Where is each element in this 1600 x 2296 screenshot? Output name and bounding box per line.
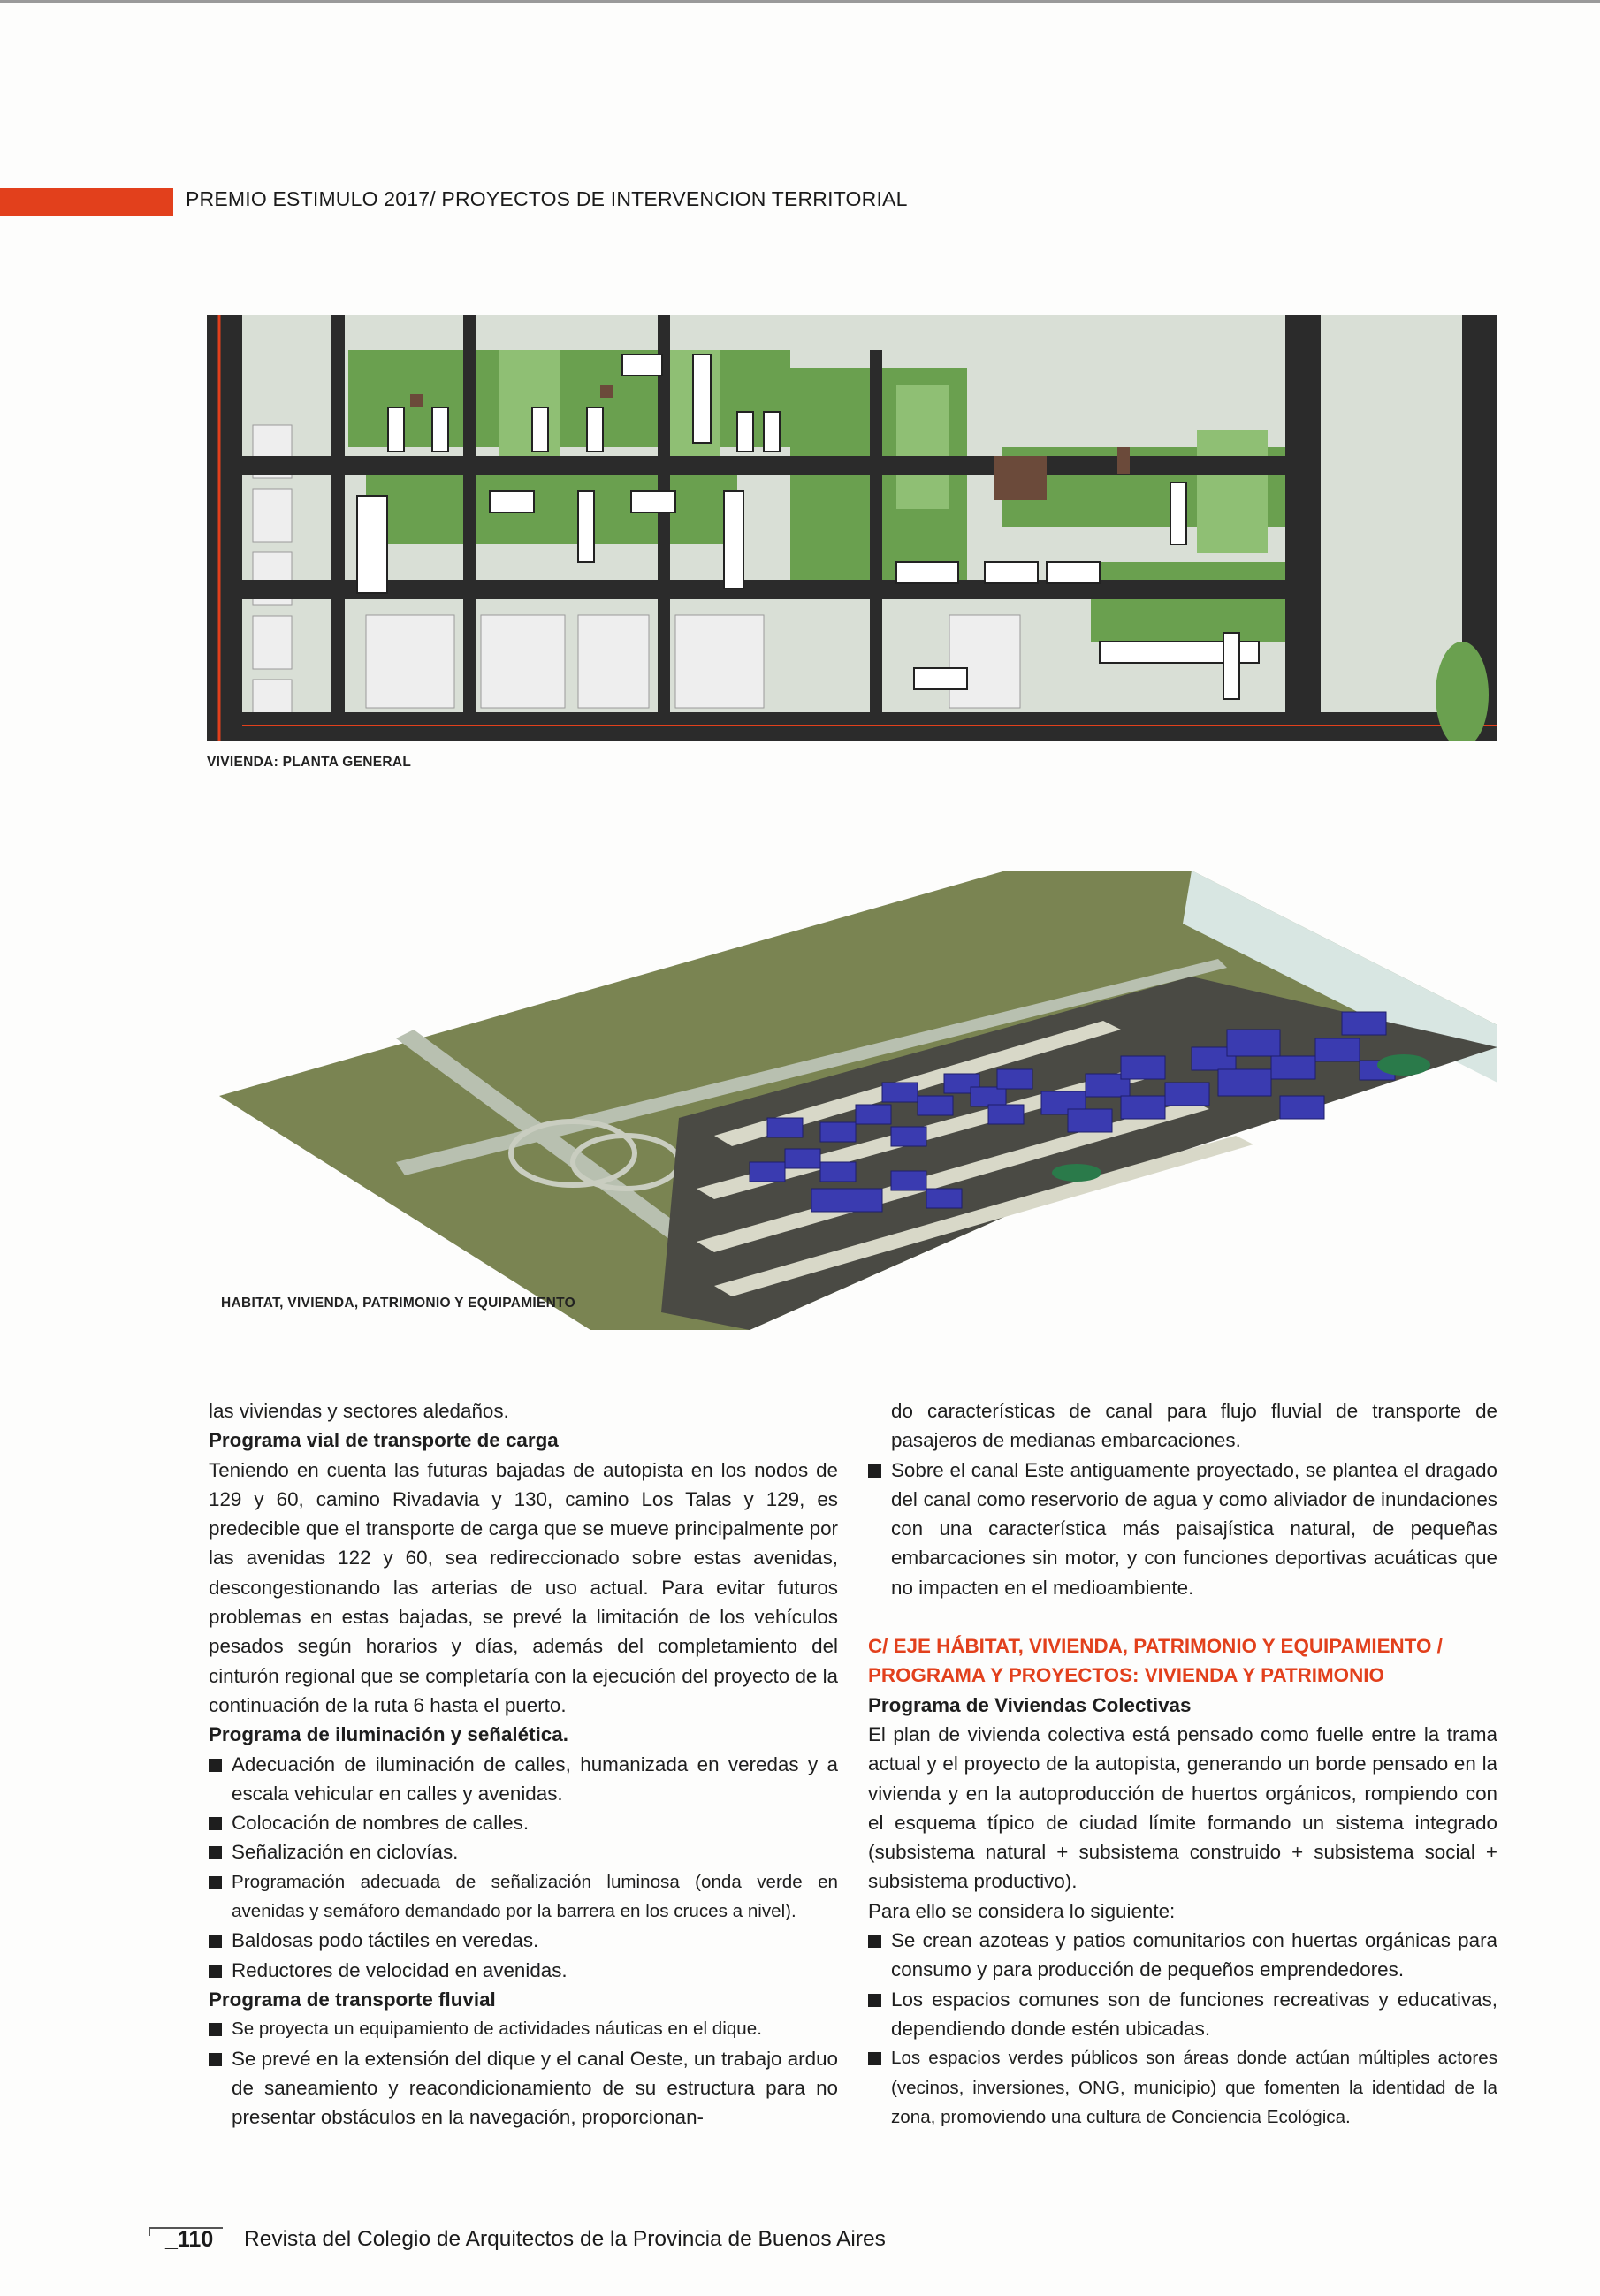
left-text-column: [209, 1396, 838, 2132]
list-item: Sobre el canal Este antiguamente proyectado, se plantea el dragado del canal como reservorio de agua y como aliviador de inundaciones con una característica más paisajística natural, de pequeñas embarcaciones sin motor, y con funciones deportivas acuáticas que no impacten en el medioambiente.: [868, 1456, 1497, 1602]
list-item: Se crean azoteas y patios comunitarios con huertas orgánicas para consumo y para producción de pequeños emprendedores.: [868, 1926, 1497, 1985]
figure-caption-aerial: HABITAT, VIVIENDA, PATRIMONIO Y EQUIPAMIENTO: [221, 1296, 576, 1311]
top-border: [0, 0, 1600, 3]
list-item: Colocación de nombres de calles.: [209, 1808, 838, 1837]
list-item: Reductores de velocidad en avenidas.: [209, 1956, 838, 1985]
bullet-list: [868, 1456, 1497, 1602]
page-header: PREMIO ESTIMULO 2017/ PROYECTOS DE INTERVENCION TERRITORIAL: [186, 187, 908, 210]
header-accent-bar: [0, 188, 173, 216]
list-item: Los espacios comunes son de funciones recreativas y educativas, dependiendo donde estén ubicadas.: [868, 1985, 1497, 2044]
site-plan-figure: [207, 315, 1497, 741]
section-heading: Programa de iluminación y señalética.: [209, 1723, 568, 1746]
section-heading: Programa de transporte fluvial: [209, 1988, 496, 2011]
paragraph: Teniendo en cuenta las futuras bajadas de autopista en los nodos de 129 y 60, camino Rivadavia y 130, camino Los Talas y 129, es predecible que el transporte de carga que se mueve principalmente por las avenidas 122 y 60, sea redireccionado sobre estas avenidas, descongestionando las arterias de uso actual. Para evitar futuros problemas en estas bajadas, se prevé la limitación de los vehículos pesados según horarios y días, además del completamiento del cinturón regional que se completaría con la ejecución del proyecto de la continuación de la ruta 6 hasta el puerto.: [209, 1458, 838, 1716]
right-text-column: [868, 1396, 1497, 2132]
list-item: Los espacios verdes públicos son áreas donde actúan múltiples actores (vecinos, inversiones, ONG, municipio) que fomenten la identidad de la zona, promoviendo una cultura de Conciencia Ecológica.: [868, 2043, 1497, 2132]
list-item: Programación adecuada de señalización luminosa (onda verde en avenidas y semáforo demandado por la barrera en los cruces a nivel).: [209, 1867, 838, 1927]
figure-caption-plan: VIVIENDA: PLANTA GENERAL: [207, 755, 412, 770]
site-plan-drawing: [207, 315, 1497, 741]
paragraph: las viviendas y sectores aledaños.: [209, 1400, 509, 1422]
bullet-list: [868, 1926, 1497, 2132]
list-item: Baldosas podo táctiles en veredas.: [209, 1926, 838, 1955]
bullet-list: [209, 1750, 838, 1985]
section-title: C/ EJE HÁBITAT, VIVIENDA, PATRIMONIO Y EQUIPAMIENTO / PROGRAMA Y PROYECTOS: VIVIENDA Y PATRIMONIO: [868, 1635, 1443, 1687]
section-heading: Programa vial de transporte de carga: [209, 1429, 559, 1452]
section-heading: Programa de Viviendas Colectivas: [868, 1693, 1192, 1716]
aerial-figure: [219, 871, 1497, 1330]
bullet-list: [209, 2014, 838, 2132]
list-item: Adecuación de iluminación de calles, humanizada en veredas y a escala vehicular en calles y avenidas.: [209, 1750, 838, 1809]
list-item: Se prevé en la extensión del dique y el canal Oeste, un trabajo arduo de saneamiento y reacondicionamiento de su estructura para no presentar obstáculos en la navegación, proporcionan-: [209, 2044, 838, 2133]
paragraph: Para ello se considera lo siguiente:: [868, 1899, 1176, 1922]
publication-name: Revista del Colegio de Arquitectos de la Provincia de Buenos Aires: [244, 2227, 886, 2251]
list-item: Se proyecta un equipamiento de actividades náuticas en el dique.: [209, 2014, 838, 2043]
footer-rule-tick: [149, 2227, 150, 2236]
paragraph: do características de canal para flujo fluvial de transporte de pasajeros de medianas embarcaciones.: [891, 1400, 1497, 1452]
paragraph: El plan de vivienda colectiva está pensado como fuelle entre la trama actual y el proyecto de la autopista, generando un borde pensado en la vivienda y en la autoproducción de huertos orgánicos, rompiendo con el esquema típico de ciudad límite formando un sistema integrado (subsistema natural + subsistema construido + subsistema social + subsistema productivo).: [868, 1722, 1497, 1893]
aerial-model-drawing: [219, 871, 1497, 1330]
list-item: Señalización en ciclovías.: [209, 1837, 838, 1866]
spacer: [868, 1602, 1497, 1631]
page-number: _110: [165, 2227, 214, 2252]
